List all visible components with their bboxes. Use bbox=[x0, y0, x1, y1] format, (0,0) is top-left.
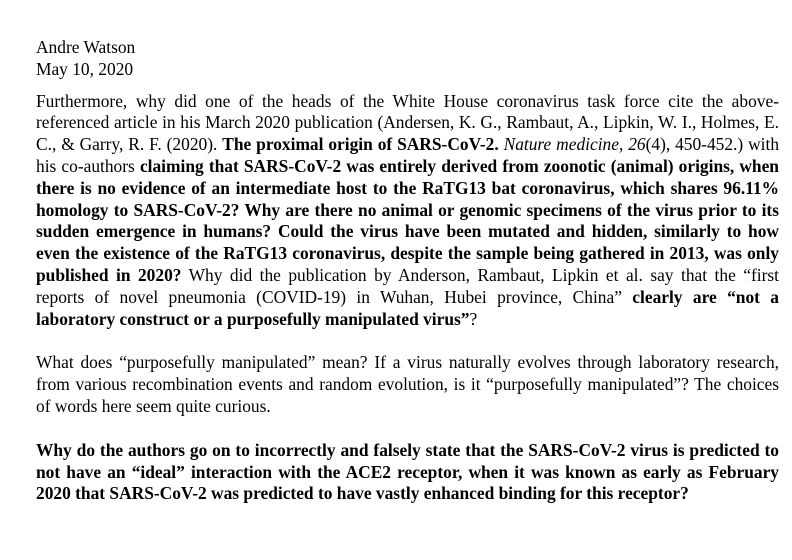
p3-bold-text: Why do the authors go on to incorrectly and falsely state that the SARS-CoV-2 virus is predicted to not have an “ideal” interaction with the ACE2 receptor, when it was known as early as February 2020 that SARS-CoV-2 was predicted to have vastly enhanced binding for this receptor? bbox=[36, 439, 779, 504]
p1-bold-quote: clearly are “not a laboratory construct or a purposefully manipulated virus” bbox=[36, 286, 779, 329]
paragraph-1 bbox=[36, 91, 779, 331]
p1-text-2: (4), 450-452.) with his co-authors bbox=[36, 134, 780, 176]
p1-text-1: Furthermore, why did one of the heads of the White House coronavirus task force cite the above-referenced article in his March 2020 publication (Andersen, K. G., Rambaut, A., Lipkin, W. I., Holmes, E. C., & Garry, R. F. (2020). bbox=[36, 90, 779, 155]
p1-article-title: The proximal origin of SARS-CoV-2. bbox=[222, 134, 499, 155]
p1-volume: 26 bbox=[628, 134, 646, 155]
p1-bold-claims: claiming that SARS-CoV-2 was entirely derived from zoonotic (animal) origins, when there is no evidence of an intermediate host to the RaTG13 bat coronavirus, which shares 96.11% homology to SARS-CoV-2? Why are there no animal or genomic specimens of the virus prior to its sudden emergence in humans? Could the virus have been mutated and hidden, similarly to how even the existence of the RaTG13 coronavirus, despite the sample being gathered in 2013, was only published in 2020? bbox=[36, 155, 779, 285]
p1-text-3: Why did the publication by Anderson, Rambaut, Lipkin et al. say that the “first reports of novel pneumonia (COVID-19) in Wuhan, Hubei province, China” bbox=[36, 264, 780, 307]
author-name: Andre Watson bbox=[36, 37, 136, 57]
document-date: May 10, 2020 bbox=[36, 58, 134, 79]
p1-comma: , bbox=[618, 134, 629, 155]
p1-journal-name: Nature medicine bbox=[503, 134, 619, 155]
p1-text-4: ? bbox=[469, 308, 478, 329]
paragraph-2: What does “purposefully manipulated” mean? If a virus naturally evolves through laboratory research, from various recombination events and random evolution, is it “purposefully manipulated”? The choices of words here seem quite curious. bbox=[36, 352, 779, 416]
paragraph-3 bbox=[36, 440, 779, 505]
